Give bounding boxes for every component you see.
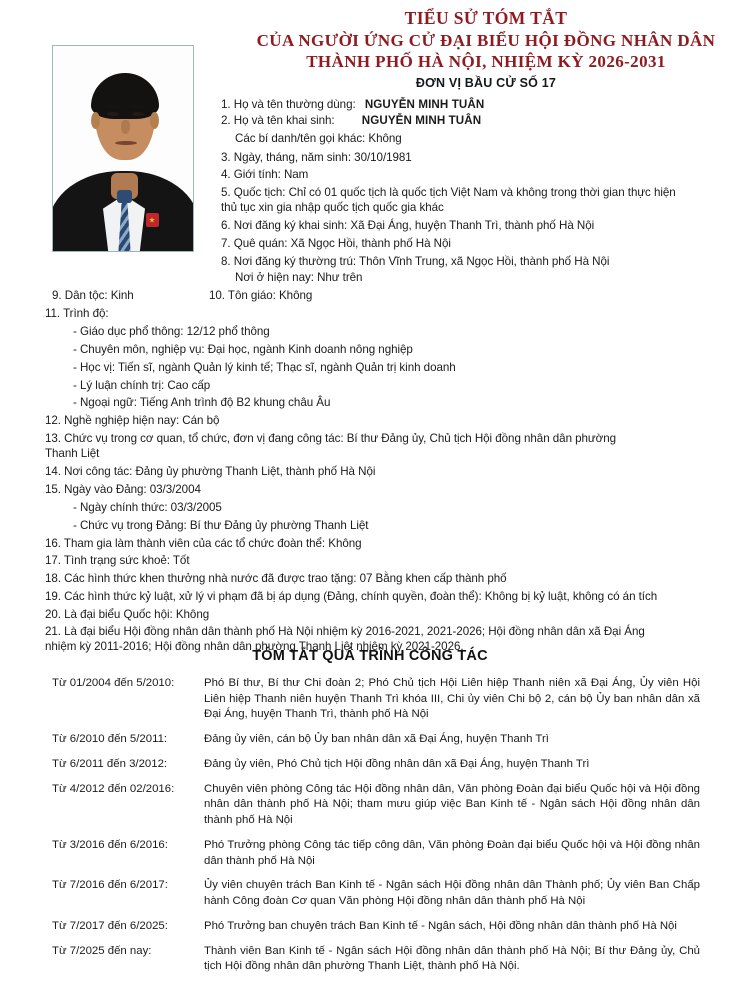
portrait-eye-right [132,112,144,116]
info-item-1-value: NGUYỄN MINH TUÂN [364,98,485,111]
career-row-description: Phó Trưởng ban chuyên trách Ban Kinh tế - Ngân sách, Hội đồng nhân dân thành phố Hà Nội [204,919,677,932]
document-title-line-3: THÀNH PHỐ HÀ NỘI, NHIỆM KỲ 2026-2031 [306,51,666,71]
info-item-4: 4. Giới tính: Nam [221,168,309,181]
career-history-table [52,676,700,984]
career-row-description: Thành viên Ban Kinh tế - Ngân sách Hội đồng nhân dân thành phố Hà Nội; Bí thư Đảng ủy, Chủ tịch Hội đồng nhân dân phường Thanh Liệt, thành phố Hà Nội. [204,944,700,973]
career-row-description: Đảng ủy viên, cán bộ Ủy ban nhân dân xã Đại Áng, huyện Thanh Trì [204,733,549,746]
career-row-period: Từ 7/2017 đến 6/2025: [52,919,168,932]
info-item-6: 6. Nơi đăng ký khai sinh: Xã Đại Áng, huyện Thanh Trì, thành phố Hà Nội [221,219,595,232]
career-row [52,944,700,975]
career-row-period: Từ 7/2016 đến 6/2017: [52,879,168,892]
career-row [52,757,700,773]
document-title-line-2: CỦA NGƯỜI ỨNG CỬ ĐẠI BIỂU HỘI ĐỒNG NHÂN DÂN [256,30,716,50]
career-section-heading: TÓM TẮT QUÁ TRÌNH CÔNG TÁC [252,648,488,664]
info-item-8: 8. Nơi đăng ký thường trú: Thôn Vĩnh Trung, xã Ngọc Hồi, thành phố Hà Nội [221,255,610,268]
career-row [52,732,700,748]
portrait-nose [121,120,130,134]
portrait-eyebrow-left [106,105,120,108]
portrait-eyebrow-right [131,105,145,108]
portrait-ear-right [150,112,159,129]
info-item-20: 20. Là đại biểu Quốc hội: Không [45,608,210,621]
info-item-14: 14. Nơi công tác: Đảng ủy phường Thanh Liệt, thành phố Hà Nội [45,465,376,478]
info-item-1-label: 1. Họ và tên thường dùng: [221,98,356,111]
career-row [52,838,700,869]
info-item-2-label: 2. Họ và tên khai sinh: [221,114,335,127]
info-item-8-current-address: Nơi ở hiện nay: Như trên [235,271,363,284]
info-item-19: 19. Các hình thức kỷ luật, xử lý vi phạm đã bị áp dụng (Đảng, chính quyền, đoàn thể): Không bị kỷ luật, không có án tích [45,590,658,603]
info-item-16: 16. Tham gia làm thành viên của các tổ chức đoàn thể: Không [45,537,362,550]
info-item-11-e: - Ngoại ngữ: Tiếng Anh trình độ B2 khung châu Âu [73,396,331,409]
career-row-period: Từ 6/2010 đến 5/2011: [52,733,168,746]
info-item-11: 11. Trình độ: [45,307,109,320]
info-item-11-a: - Giáo dục phổ thông: 12/12 phổ thông [73,325,270,338]
info-item-13-line-1: 13. Chức vụ trong cơ quan, tổ chức, đơn vị đang công tác: Bí thư Đảng ủy, Chủ tịch Hội đồng nhân dân phường [45,432,616,445]
info-item-11-b: - Chuyên môn, nghiệp vụ: Đại học, ngành Kinh doanh nông nghiệp [73,343,413,356]
career-row [52,919,700,935]
portrait-lapel-pin-icon [146,213,159,227]
career-row-description: Phó Bí thư, Bí thư Chi đoàn 2; Phó Chủ tịch Hội Liên hiệp Thanh niên xã Đại Áng, Ủy viên Hội Liên hiệp Thanh niên huyện Thanh Trì khóa III, Chi ủy viên Chi bộ 2, cán bộ Ủy ban nhân dân xã Đại Áng, huyện Thanh Trì, thành phố Hà Nội [204,677,700,721]
career-row-description: Ủy viên chuyên trách Ban Kinh tế - Ngân sách Hội đồng nhân dân Thành phố; Ủy viên Ban Chấp hành Công đoàn Cơ quan Văn phòng Hội đồng nhân dân thành phố Hà Nội [204,879,700,908]
career-row-description: Đảng ủy viên, Phó Chủ tịch Hội đồng nhân dân xã Đại Áng, huyện Thanh Trì [204,757,590,770]
career-row-period: Từ 3/2016 đến 6/2016: [52,838,168,851]
info-item-13-line-2: Thanh Liệt [45,447,100,460]
info-item-21-line-1: 21. Là đại biểu Hội đồng nhân dân thành phố Hà Nội nhiệm kỳ 2016-2021, 2021-2026; Hội đồng nhân dân xã Đại Áng [45,625,645,638]
portrait-tie-knot [117,190,132,203]
info-item-9: 9. Dân tộc: Kinh [52,289,134,302]
info-item-15-party-position: - Chức vụ trong Đảng: Bí thư Đảng ủy phường Thanh Liệt [73,519,369,532]
info-item-15: 15. Ngày vào Đảng: 03/3/2004 [45,483,201,496]
portrait-eye-left [107,112,119,116]
title-block [236,8,736,90]
info-item-11-c: - Học vị: Tiến sĩ, ngành Quản lý kinh tế; Thạc sĩ, ngành Quản trị kinh doanh [73,361,456,374]
career-row-period: Từ 6/2011 đến 3/2012: [52,757,168,770]
info-item-5-line-2: thủ tục xin gia nhập quốc tịch quốc gia khác [221,201,444,214]
info-item-12: 12. Nghề nghiệp hiện nay: Cán bộ [45,414,220,427]
info-item-1 [221,97,484,113]
portrait-ear-left [91,112,100,129]
career-row [52,782,700,829]
portrait-hair [91,73,159,119]
info-item-11-d: - Lý luận chính trị: Cao cấp [73,379,211,392]
info-item-3: 3. Ngày, tháng, năm sinh: 30/10/1981 [221,151,412,164]
info-item-10: 10. Tôn giáo: Không [209,289,313,302]
career-row-description: Chuyên viên phòng Công tác Hội đồng nhân dân, Văn phòng Đoàn đại biểu Quốc hội và Hội đồng nhân dân thành phố Hà Nội; tham mưu giúp việc Ban Kinh tế - Ngân sách Hội đồng nhân dân thành phố Hà Nội [204,782,700,827]
career-row-period: Từ 7/2025 đến nay: [52,944,152,957]
info-item-18: 18. Các hình thức khen thưởng nhà nước đã được trao tặng: 07 Bằng khen cấp thành phố [45,572,507,585]
career-row-period: Từ 01/2004 đến 5/2010: [52,677,175,689]
info-item-5-line-1: 5. Quốc tịch: Chỉ có 01 quốc tịch là quốc tịch Việt Nam và không trong thời gian thực hiện [221,186,676,199]
info-item-15-official-date: - Ngày chính thức: 03/3/2005 [73,501,222,514]
career-row-description: Phó Trưởng phòng Công tác tiếp công dân, Văn phòng Đoàn đại biểu Quốc hội và Hội đồng nhân dân thành phố Hà Nội [204,838,700,867]
info-item-2 [221,113,481,129]
career-row-period: Từ 4/2012 đến 02/2016: [52,782,175,795]
career-row [52,878,700,909]
info-item-17: 17. Tình trạng sức khoẻ: Tốt [45,554,190,567]
portrait-image [53,46,193,251]
info-item-7: 7. Quê quán: Xã Ngọc Hồi, thành phố Hà Nội [221,237,451,250]
career-row [52,676,700,723]
info-item-21-line-2: nhiệm kỳ 2011-2016; Hội đồng nhân dân phường Thanh Liệt nhiệm kỳ 2021-2026. [45,640,464,653]
info-item-2-value: NGUYỄN MINH TUÂN [361,114,482,127]
document-title-line-1: TIỂU SỬ TÓM TẮT [404,8,568,28]
electoral-unit-label: ĐƠN VỊ BẦU CỬ SỐ 17 [415,75,557,90]
candidate-portrait [52,45,194,252]
info-item-2-alias: Các bí danh/tên gọi khác: Không [235,132,402,145]
portrait-mouth [115,141,137,145]
